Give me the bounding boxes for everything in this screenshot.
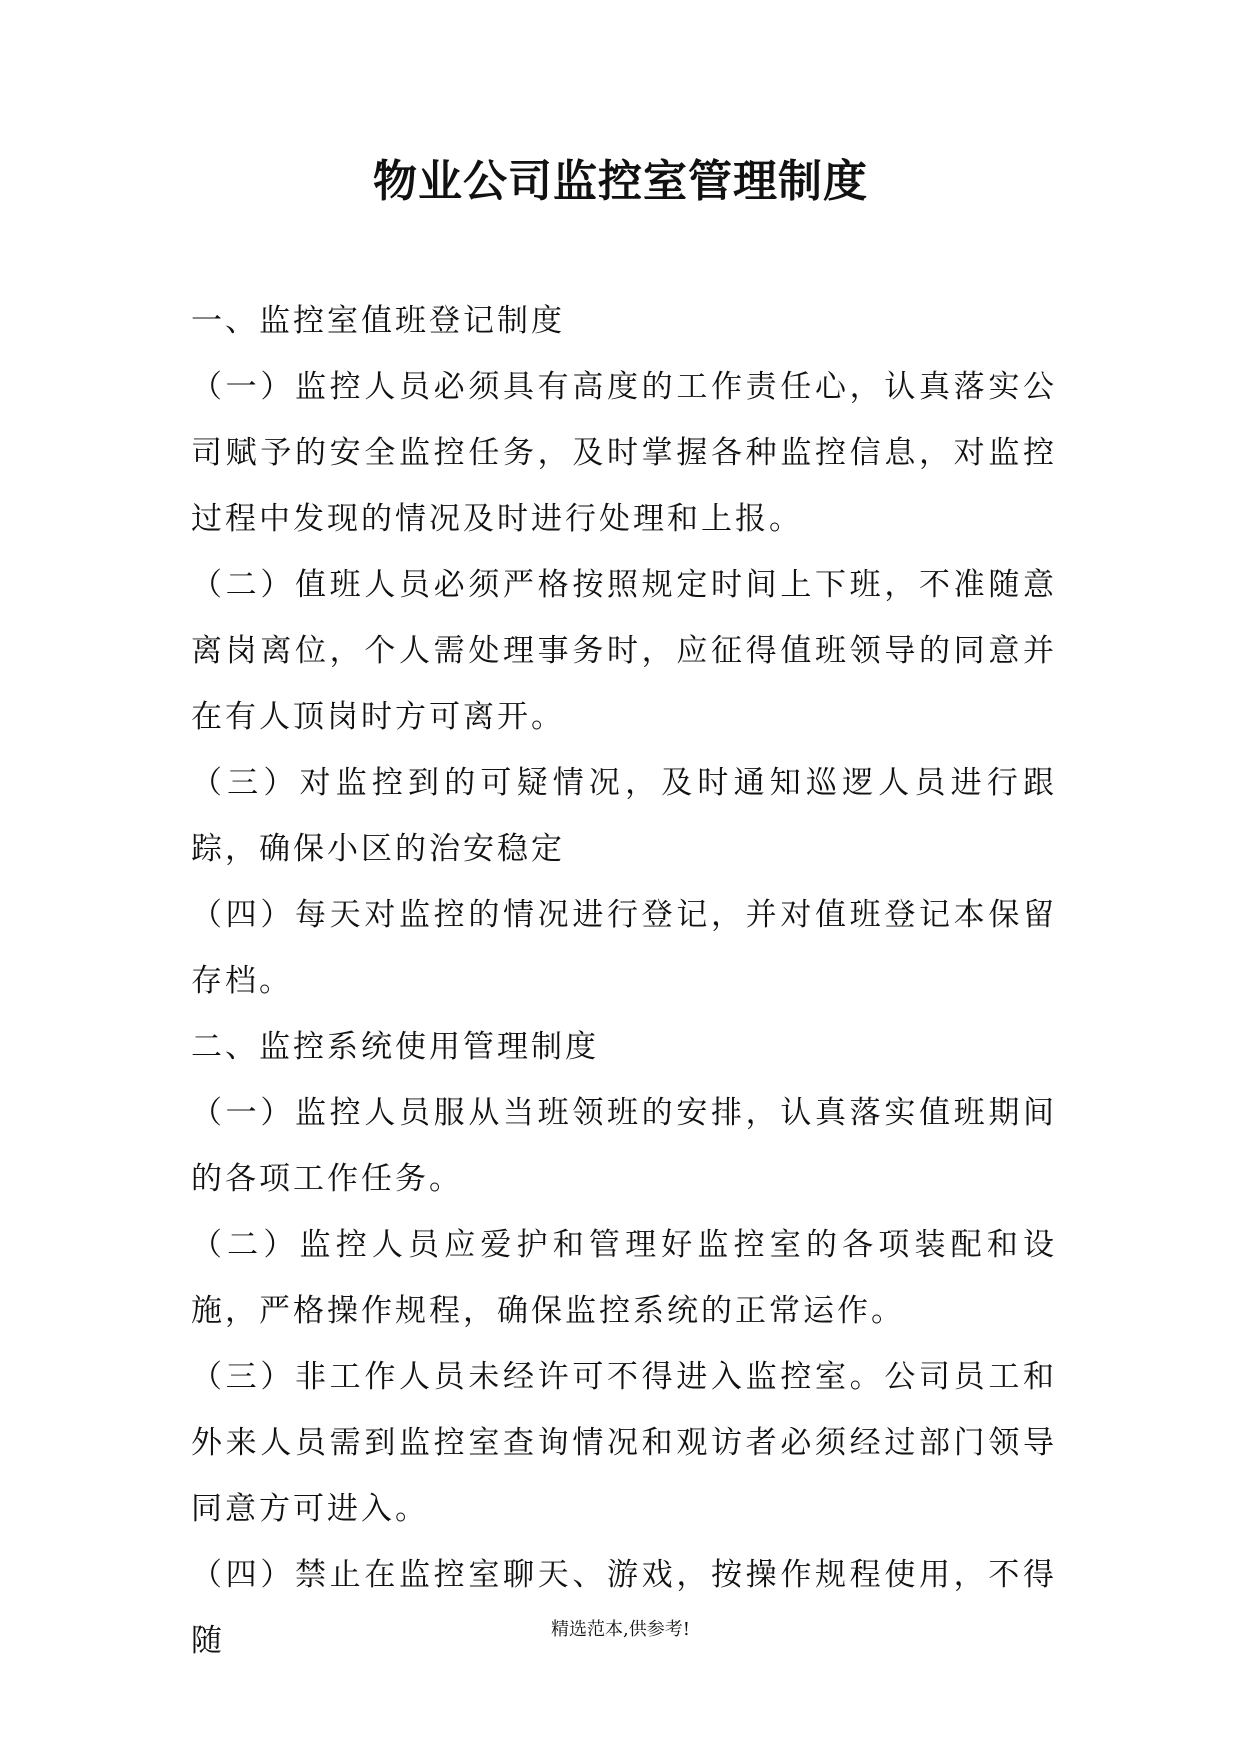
paragraph: （四）每天对监控的情况进行登记，并对值班登记本保留存档。 [191, 897, 1057, 999]
document-title: 物业公司监控室管理制度 [373, 156, 868, 207]
paragraph: （三）非工作人员未经许可不得进入监控室。公司员工和外来人员需到监控室查询情况和观访者必须经过部门领导同意方可进入。 [191, 1359, 1057, 1527]
paragraph: （一）监控人员服从当班领班的安排，认真落实值班期间的各项工作任务。 [191, 1095, 1057, 1197]
section-heading: 二、监控系统使用管理制度 [191, 1029, 599, 1065]
page-footer: 精选范本,供参考! [551, 1619, 690, 1640]
paragraph: （二）值班人员必须严格按照规定时间上下班，不准随意离岗离位，个人需处理事务时，应征得值班领导的同意并在有人顶岗时方可离开。 [191, 567, 1057, 735]
section-heading: 一、监控室值班登记制度 [191, 303, 565, 339]
document-body [191, 288, 1057, 1674]
paragraph: （二）监控人员应爱护和管理好监控室的各项装配和设施，严格操作规程，确保监控系统的正常运作。 [191, 1227, 1057, 1329]
paragraph: （四）禁止在监控室聊天、游戏，按操作规程使用，不得随 [191, 1557, 1057, 1659]
paragraph: （一）监控人员必须具有高度的工作责任心，认真落实公司赋予的安全监控任务，及时掌握各种监控信息，对监控过程中发现的情况及时进行处理和上报。 [191, 369, 1057, 537]
paragraph: （三）对监控到的可疑情况，及时通知巡逻人员进行跟踪，确保小区的治安稳定 [191, 765, 1057, 867]
